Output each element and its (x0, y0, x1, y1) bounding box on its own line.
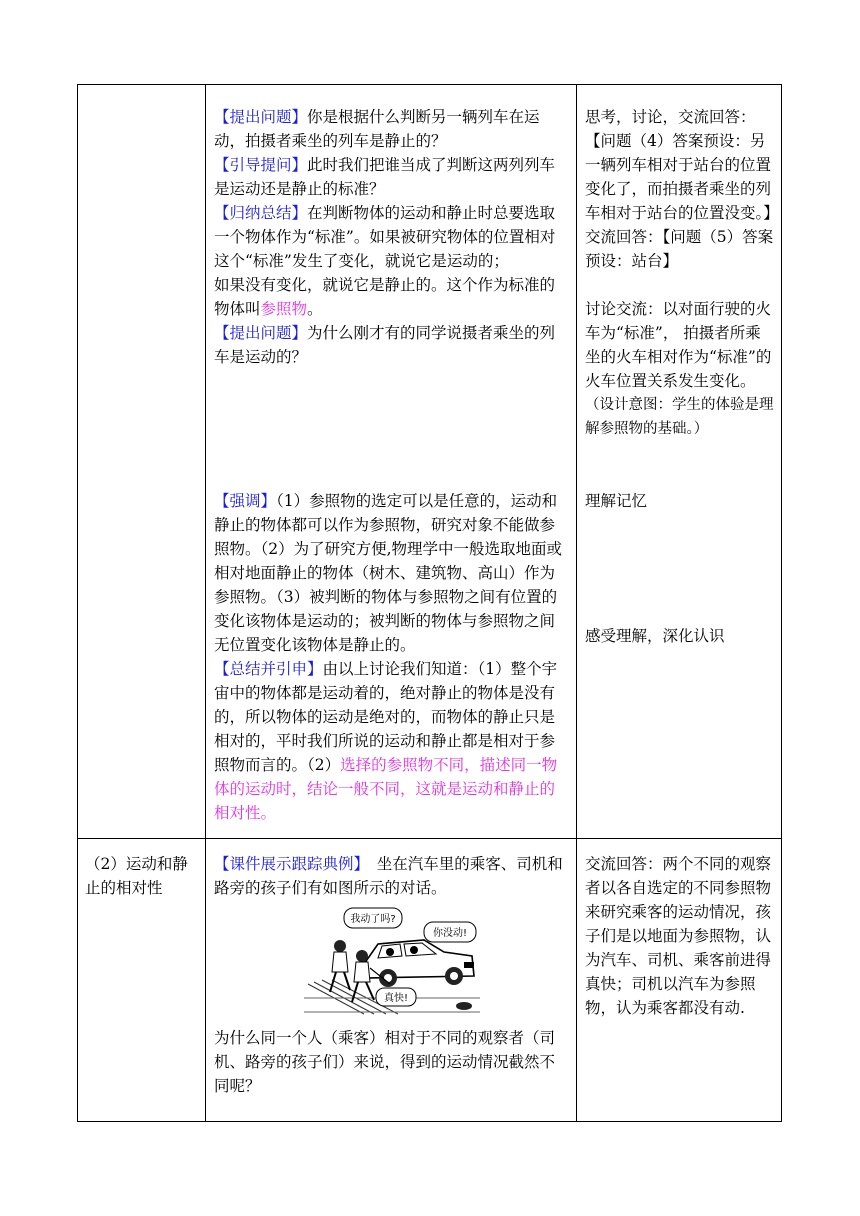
highlight-conclusion: 选择的参照物不同，描述同一物体的运动时，结论一般不同，这就是运动和静止的相对性 (214, 756, 558, 822)
paragraph-text: 在判断物体的运动和静止时总要选取一个物体作为“标准”。如果被研究物体的位置相对这个“标准”发生了变化，就说它是运动的； (214, 204, 556, 270)
paragraph-text: 如果没有变化，就说它是静止的。这个作为标准的物体叫 (214, 276, 556, 318)
row1-teacher-emphasis (214, 489, 570, 825)
student-text: 思考，讨论，交流回答： (585, 108, 756, 126)
bubble-text-3: 真快! (383, 993, 409, 1004)
paragraph-text: 你是根据什么判断另一辆列车在运动，拍摄者乘坐的列车是静止的？ (214, 108, 540, 150)
paragraph-text: 为什么刚才有的同学说摄者乘坐的列车是运动的？ (214, 324, 556, 366)
bubble-text-1: 我动了吗? (350, 914, 396, 925)
paragraph-text: 此时我们把谁当成了判断这两列列车是运动还是静止的标准？ (214, 156, 556, 198)
tag-label: 【强调】 (214, 492, 277, 510)
paragraph-question-2 (214, 321, 570, 369)
table-left-border (77, 84, 78, 1122)
student-text: 感受理解，深化认识 (585, 627, 725, 645)
table-right-border (781, 84, 782, 1122)
row2-teacher-activities (214, 852, 570, 1098)
paragraph-text: 。 (307, 300, 323, 318)
column-divider-2 (576, 84, 577, 1122)
student-text: 交流回答：两个不同的观察者以各自选定的不同参照物来研究乘客的运动情况，孩子们是以地面为参照物，认为汽车、司机、乘客前进得真快；司机以汽车为参照物，认为乘客都没有动. (585, 855, 772, 1017)
paragraph-why-question: 为什么同一个人（乘客）相对于不同的观察者（司机、路旁的孩子们）来说，得到的运动情况截然不同呢？ (214, 1029, 556, 1095)
row2-section-title (85, 852, 199, 900)
tag-label: 【引导提问】 (214, 156, 308, 174)
tag-label: 【提出问题】 (214, 324, 308, 342)
section-title: （2）运动和静止的相对性 (85, 855, 188, 897)
student-text: 理解记忆 (585, 492, 648, 510)
car-dialogue-illustration (304, 906, 480, 1018)
column-divider-1 (205, 84, 206, 1122)
tag-label: 【提出问题】 (214, 108, 308, 126)
paragraph-text: 由以上讨论我们知道：（1）整个宇宙中的物体都是运动着的，绝对静止的物体是没有的，所以物体的运动是绝对的，而物体的静止只是相对的，平时我们所说的运动和静止都是相对于参照物而言的。（2） (214, 660, 558, 774)
row1-student-understand (585, 624, 775, 648)
paragraph-text: 坐在汽车里的乘客、司机和路旁的孩子们有如图所示的对话。 (214, 855, 563, 897)
paragraph-text: 。 (260, 804, 277, 822)
paragraph-summary (214, 201, 570, 273)
lesson-table (77, 84, 782, 1122)
paragraph-question-1 (214, 105, 570, 153)
design-intent-note: （设计意图：学生的体验是理解参照物的基础。） (585, 397, 774, 437)
student-text: 【问题（4）答案预设：另一辆列车相对于站台的位置变化了，而拍摄者乘坐的列车相对于站台的位置没变。】 (585, 132, 779, 222)
tag-label: 【课件展示跟踪典例】 (214, 855, 362, 873)
paragraph-text: （1）参照物的选定可以是任意的，运动和静止的物体都可以作为参照物，研究对象不能做参照物。（2）为了研究方便,物理学中一般选取地面或相对地面静止的物体（树木、建筑物、高山）作为参照物。（3）被判断的物体与参照物之间有位置的变化该物体是运动的；被判断的物体与参照物之间无位置变化该物体是静止的。 (214, 492, 563, 654)
student-text: 讨论交流：以对面行驶的火车为“标准”， 拍摄者所乘坐的火车相对作为“标准”的火车位置关系发生变化。 (585, 300, 772, 390)
row1-teacher-activities (214, 105, 570, 369)
highlight-term: 参照物 (260, 300, 308, 318)
row-divider (77, 838, 782, 839)
tag-label: 【归纳总结】 (214, 204, 308, 222)
row2-student-activities (585, 852, 775, 1020)
table-bottom-border (77, 1121, 782, 1122)
paragraph-conclusion (214, 657, 570, 825)
row1-student-activities (585, 105, 779, 441)
paragraph-example (214, 852, 570, 900)
paragraph-guide-question (214, 153, 570, 201)
row1-student-memorize (585, 489, 775, 513)
bubble-text-2: 你没动! (432, 928, 468, 939)
paragraph-reference-definition (214, 273, 570, 321)
table-top-border (77, 84, 782, 85)
student-text: 交流回答：【问题（5）答案预设：站台】 (585, 228, 774, 270)
tag-label: 【总结并引申】 (214, 660, 323, 678)
paragraph-emphasis (214, 489, 570, 657)
